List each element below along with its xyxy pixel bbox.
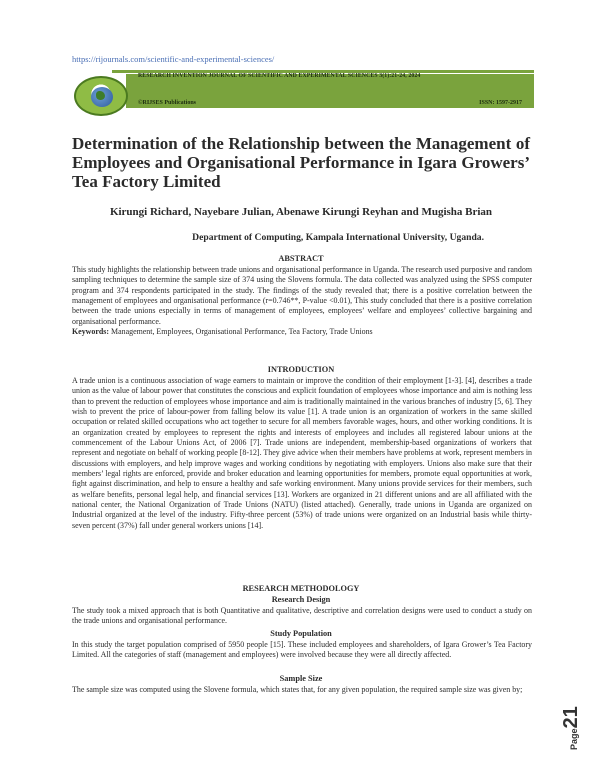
affiliation: Department of Computing, Kampala International University, Uganda. [192, 232, 484, 243]
research-design-heading: Research Design [271, 595, 331, 604]
journal-url[interactable]: https://rijournals.com/scientific-and-experimental-sciences/ [72, 54, 275, 64]
research-design-text: The study took a mixed approach that is both Quantitative and qualitative, descriptive and correlation designs were used to conduct a study on the trade unions and organisational performance. [72, 606, 532, 626]
globe-logo-icon [74, 76, 128, 116]
publisher-label: ©RIJSES Publications [138, 100, 196, 106]
methodology-heading: RESEARCH METHODOLOGY [242, 584, 360, 593]
page-number [560, 692, 590, 752]
study-population-text: In this study the target population comprised of 5950 people [15]. These included employees and shareholders, of Igara Grower’s Tea Factory Limited. All the categories of staff (management and employees) were involved because they were all directly affected. [72, 640, 532, 660]
introduction-heading: INTRODUCTION [267, 365, 335, 374]
author-list: Kirungi Richard, Nayebare Julian, Abenawe Kirungi Reyhan and Mugisha Brian [109, 206, 493, 218]
sample-size-heading: Sample Size [279, 674, 323, 683]
issn-label: ISSN: 1597-2917 [479, 100, 522, 106]
keywords-label: Keywords: [72, 327, 110, 337]
sample-size-text: The sample size was computed using the Slovene formula, which states that, for any given population, the required sample size was given by; [72, 685, 523, 694]
abstract-text [72, 265, 532, 337]
page-word: Page [569, 728, 579, 750]
study-population-heading: Study Population [270, 629, 332, 638]
page-number-value: 21 [560, 706, 582, 729]
abstract-heading: ABSTRACT [278, 254, 324, 263]
journal-citation: RESEARCH INVENTION JOURNAL OF SCIENTIFIC AND EXPERIMENTAL SCIENCES 3(1):21-24, 2024 [138, 73, 421, 79]
abstract-body: This study highlights the relationship between trade unions and organisational performance in Uganda. The research used purposive and random sampling techniques to determine the sample size of 374 using the Slovens formula. The data collected was analyzed using the SPSS computer program and 374 respondents participated in the study. The findings of the study revealed that; there is a positive correlation between the management of employees and organisational performance (r=0.746**, P-value <0.01), This study concluded that there is a positive correlation between the trade unions especially in terms of management of employees, employees’ welfare and employees’ collective bargaining and organisational performance. [72, 265, 532, 326]
keywords-list: Management, Employees, Organisational Performance, Tea Factory, Trade Unions [109, 327, 373, 337]
paper-title: Determination of the Relationship between the Management of Employees and Organisational Performance in Igara Growers’ Tea Factory Limited [72, 134, 530, 191]
introduction-text: A trade union is a continuous association of wage earners to maintain or improve the condition of their employment [1-3]. [4], describes a trade union as the value of labour power that constitutes the conscious and explicit foundation of employees whose importance and aim is nothing less than to prevent the reduction of employees whose importance and aim is traditionally maintained in the various branches of industry [5, 6]. They wish to prevent the price of labour-power from falling below its value [1]. A trade union is an organization of workers in the same skilled occupation or related skilled occupations who act together to secure for all members favorable wages, hours, and other working conditions. It is an organization created by employees to represent the rights and interests of employees and includes all registered labour unions at the commencement of the Labour Unions Act, of 2006 [7]. Trade unions are independent, membership-based organizations of workers that represent and negotiate on behalf of working people [8-12]. They give advice when their members have problems at work, represent members in discussions with employers, and help improve wages and working conditions by negotiating with employers. Unions also make sure that their members’ legal rights are enforced, provide and broker education and learning opportunities for members, promote equal opportunities at work, fight against discrimination, and help to ensure a healthy and safe working environment. Many unions provide services for their members, such as welfare benefits, personal legal help, and financial services [13]. Workers are organized in 21 different unions and are all affiliated with the national center, the National Organization of Trade Unions (NATU) (listed attached). Generally, trade unions in Uganda are organized on Industrial organized at the level of the industry. Fifty-three percent (53%) of trade unions were organized on an Industrial basis while thirty-seven percent (37%) fall under general workers unions [14]. [72, 376, 532, 530]
journal-header-band [72, 64, 534, 110]
